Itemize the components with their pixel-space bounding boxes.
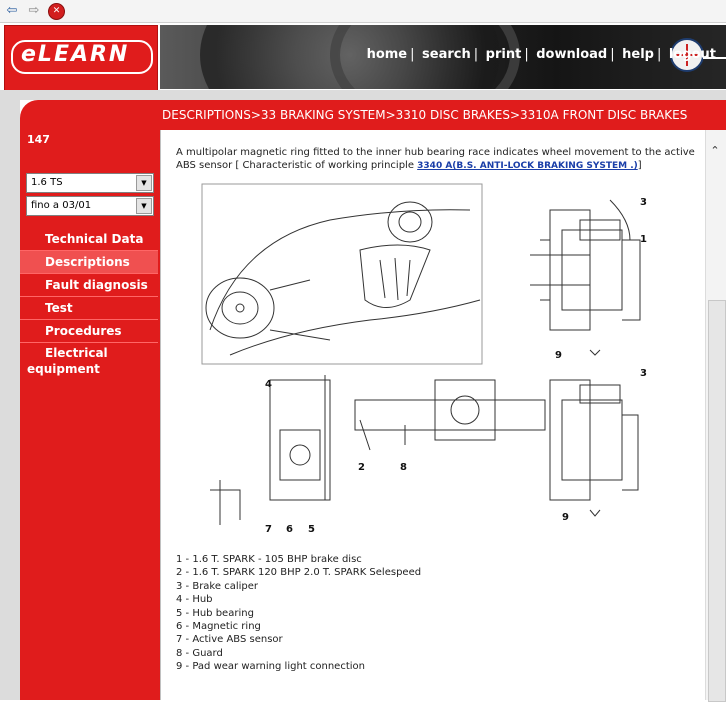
legend-item: 5 - Hub bearing xyxy=(176,607,254,619)
nav-print[interactable]: print xyxy=(485,47,522,62)
diagram-label: 7 xyxy=(265,524,272,535)
diagram-label: 9 xyxy=(555,350,562,361)
top-nav: home | search | print | download | help | logout xyxy=(366,47,716,62)
legend-item: 7 - Active ABS sensor xyxy=(176,634,283,646)
diagram-label: 1 xyxy=(640,234,647,245)
brake-assembly-diagram xyxy=(170,180,700,540)
legend-item: 3 - Brake caliper xyxy=(176,580,258,592)
sidebar-item-fault-diagnosis[interactable]: Fault diagnosis xyxy=(20,274,158,297)
legend-item: 9 - Pad wear warning light connection xyxy=(176,661,365,673)
sidebar-item-electrical-equipment[interactable]: Electrical equipment xyxy=(27,346,108,376)
legend-item: 8 - Guard xyxy=(176,647,223,659)
model-label: 147 xyxy=(27,133,50,146)
parts-legend xyxy=(176,553,421,674)
legend-item: 2 - 1.6 T. SPARK 120 BHP 2.0 T. SPARK Selespeed xyxy=(176,567,422,579)
diagram-label: 6 xyxy=(286,524,293,535)
diagram-label: 9 xyxy=(562,512,569,523)
nav-help[interactable]: help xyxy=(622,47,654,62)
legend-item: 6 - Magnetic ring xyxy=(176,621,261,633)
date-select[interactable]: fino a 03/01 ▼ xyxy=(26,196,154,216)
nav-home[interactable]: home xyxy=(366,47,408,62)
sidebar-item-test[interactable]: Test xyxy=(20,297,158,320)
intro-paragraph: A multipolar magnetic ring fitted to the inner hub bearing race indicates wheel movement to the active ABS sensor [ Characteristic of working principle 3340 A(B.S. ANTI-LOCK BRAKING SYSTEM .)] xyxy=(176,147,695,171)
abs-link[interactable]: 3340 A(B.S. ANTI-LOCK BRAKING SYSTEM .) xyxy=(417,161,638,171)
breadcrumb: DESCRIPTIONS>33 BRAKING SYSTEM>3310 DISC BRAKES>3310A FRONT DISC BRAKES xyxy=(162,108,688,122)
stop-icon[interactable]: ✕ xyxy=(48,3,65,20)
sidebar-item-descriptions[interactable]: Descriptions xyxy=(20,251,158,274)
diagram-label: 3 xyxy=(640,197,647,208)
browser-toolbar xyxy=(0,0,726,23)
diagram-label: 3 xyxy=(640,368,647,379)
forward-arrow-icon[interactable]: ⇨ xyxy=(28,3,40,18)
legend-item: 1 - 1.6 T. SPARK - 105 BHP brake disc xyxy=(176,554,362,565)
nav-logout[interactable]: logout xyxy=(668,47,716,62)
engine-select[interactable]: 1.6 TS ▼ xyxy=(26,173,154,193)
sidebar-item-procedures[interactable]: Procedures xyxy=(20,320,158,343)
chevron-down-icon[interactable]: ▼ xyxy=(136,198,152,214)
diagram-label: 2 xyxy=(358,462,365,473)
elearn-logo: eLEARN xyxy=(4,25,158,91)
scrollbar-thumb[interactable] xyxy=(708,300,726,702)
nav-download[interactable]: download xyxy=(536,47,608,62)
nav-search[interactable]: search xyxy=(422,47,471,62)
back-arrow-icon[interactable]: ⇦ xyxy=(6,3,18,18)
scroll-up-icon[interactable]: ⌃ xyxy=(710,144,720,157)
sidebar-item-technical-data[interactable]: Technical Data xyxy=(20,228,158,251)
diagram-label: 5 xyxy=(308,524,315,535)
diagram-label: 4 xyxy=(265,379,272,390)
legend-item: 4 - Hub xyxy=(176,594,213,606)
diagram-label: 8 xyxy=(400,462,407,473)
chevron-down-icon[interactable]: ▼ xyxy=(136,175,152,191)
